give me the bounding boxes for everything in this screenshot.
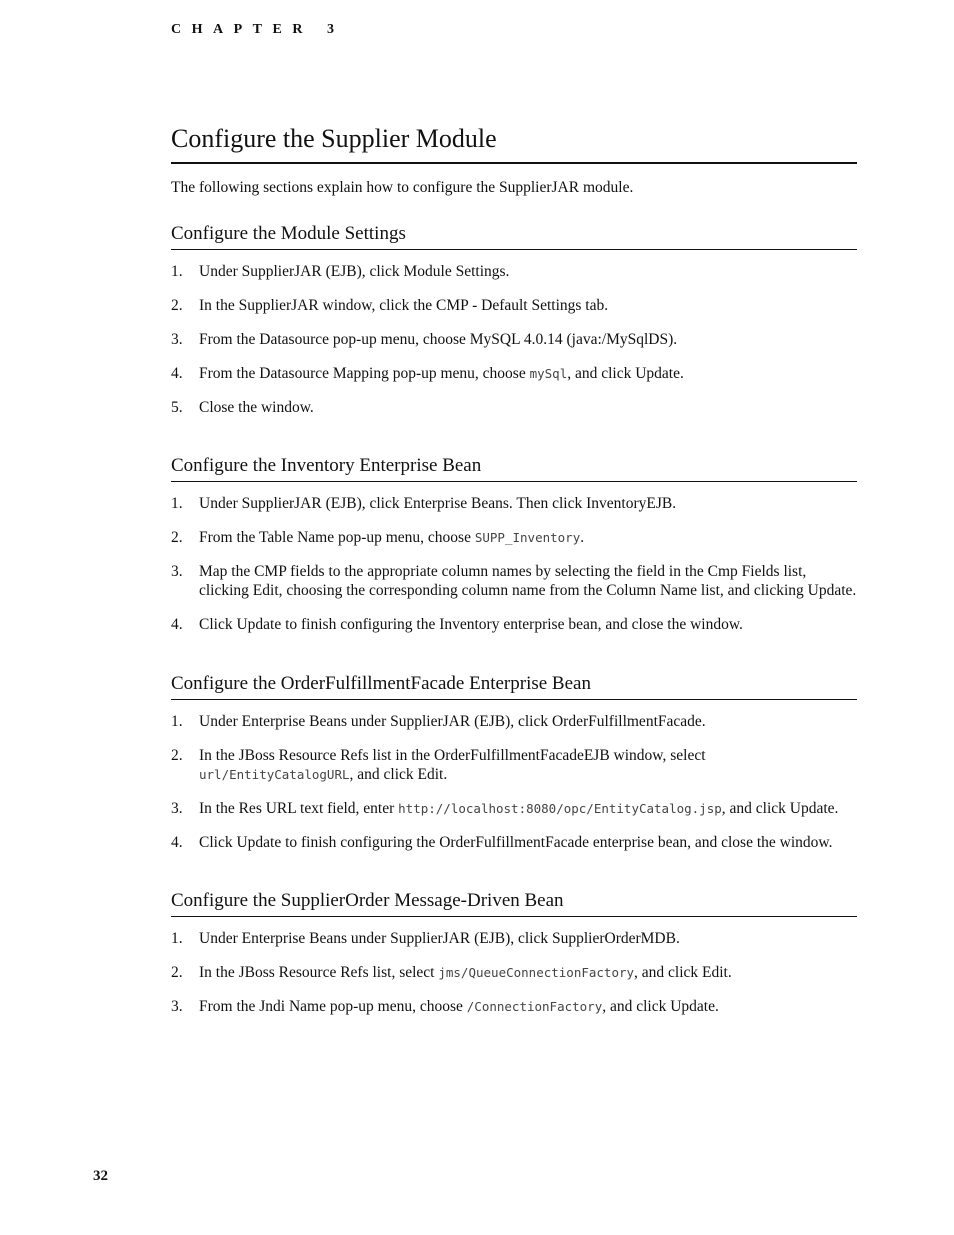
intro-paragraph: The following sections explain how to configure the SupplierJAR module. xyxy=(171,179,634,196)
step-item: 3. Map the CMP fields to the appropriate column names by selecting the field in the Cmp Fields list, clicking Edit, choosing the corresponding column name from the Column Name list, and clicking Update. xyxy=(171,563,857,599)
step-item: 1. Under SupplierJAR (EJB), click Enterprise Beans. Then click InventoryEJB. xyxy=(171,495,677,512)
code-snippet: http://localhost:8080/opc/EntityCatalog.jsp xyxy=(398,801,722,816)
step-item: 4. Click Update to finish configuring the OrderFulfillmentFacade enterprise bean, and close the window. xyxy=(171,834,833,851)
section-heading: Configure the OrderFulfillmentFacade Enterprise Bean xyxy=(171,672,857,700)
section-orderfulfillment-bean xyxy=(171,672,857,852)
step-item: 4. From the Datasource Mapping pop-up menu, choose mySql, and click Update. xyxy=(171,365,684,382)
code-snippet: jms/QueueConnectionFactory xyxy=(438,965,635,980)
section-heading: Configure the Inventory Enterprise Bean xyxy=(171,454,857,482)
code-snippet: mySql xyxy=(529,366,568,381)
step-item: 3. From the Jndi Name pop-up menu, choose /ConnectionFactory, and click Update. xyxy=(171,998,719,1015)
code-snippet: url/EntityCatalogURL xyxy=(199,767,350,782)
code-snippet: SUPP_Inventory xyxy=(474,530,581,545)
step-item: 1. Under Enterprise Beans under SupplierJAR (EJB), click OrderFulfillmentFacade. xyxy=(171,713,706,730)
section-inventory-bean xyxy=(171,454,857,634)
page-content xyxy=(171,122,857,1016)
step-list xyxy=(171,712,857,852)
step-item: 2. In the JBoss Resource Refs list, select jms/QueueConnectionFactory, and click Edit. xyxy=(171,964,732,981)
step-list xyxy=(171,262,857,417)
step-item: 1. Under Enterprise Beans under SupplierJAR (EJB), click SupplierOrderMDB. xyxy=(171,930,680,947)
chapter-label: CHAPTER 3 xyxy=(171,22,345,37)
step-item: 4. Click Update to finish configuring the Inventory enterprise bean, and close the window. xyxy=(171,616,743,633)
step-item: 1. Under SupplierJAR (EJB), click Module Settings. xyxy=(171,263,510,280)
step-list xyxy=(171,929,857,1016)
section-heading: Configure the SupplierOrder Message-Driven Bean xyxy=(171,889,857,917)
section-module-settings xyxy=(171,222,857,417)
step-list xyxy=(171,494,857,634)
code-snippet: /ConnectionFactory xyxy=(466,999,603,1014)
step-item: 5. Close the window. xyxy=(171,399,314,416)
page-number: 32 xyxy=(93,1168,108,1184)
step-item: 3. In the Res URL text field, enter http://localhost:8080/opc/EntityCatalog.jsp, and click Update. xyxy=(171,800,839,817)
step-item: 3. From the Datasource pop-up menu, choose MySQL 4.0.14 (java:/MySqlDS). xyxy=(171,331,678,348)
section-supplierorder-mdb xyxy=(171,889,857,1016)
step-item: 2. In the JBoss Resource Refs list in the OrderFulfillmentFacadeEJB window, select url/EntityCatalogURL, and click Edit. xyxy=(171,747,706,783)
section-heading: Configure the Module Settings xyxy=(171,222,857,250)
page-title: Configure the Supplier Module xyxy=(171,122,857,164)
step-item: 2. From the Table Name pop-up menu, choose SUPP_Inventory. xyxy=(171,529,585,546)
step-item: 2. In the SupplierJAR window, click the CMP - Default Settings tab. xyxy=(171,297,609,314)
